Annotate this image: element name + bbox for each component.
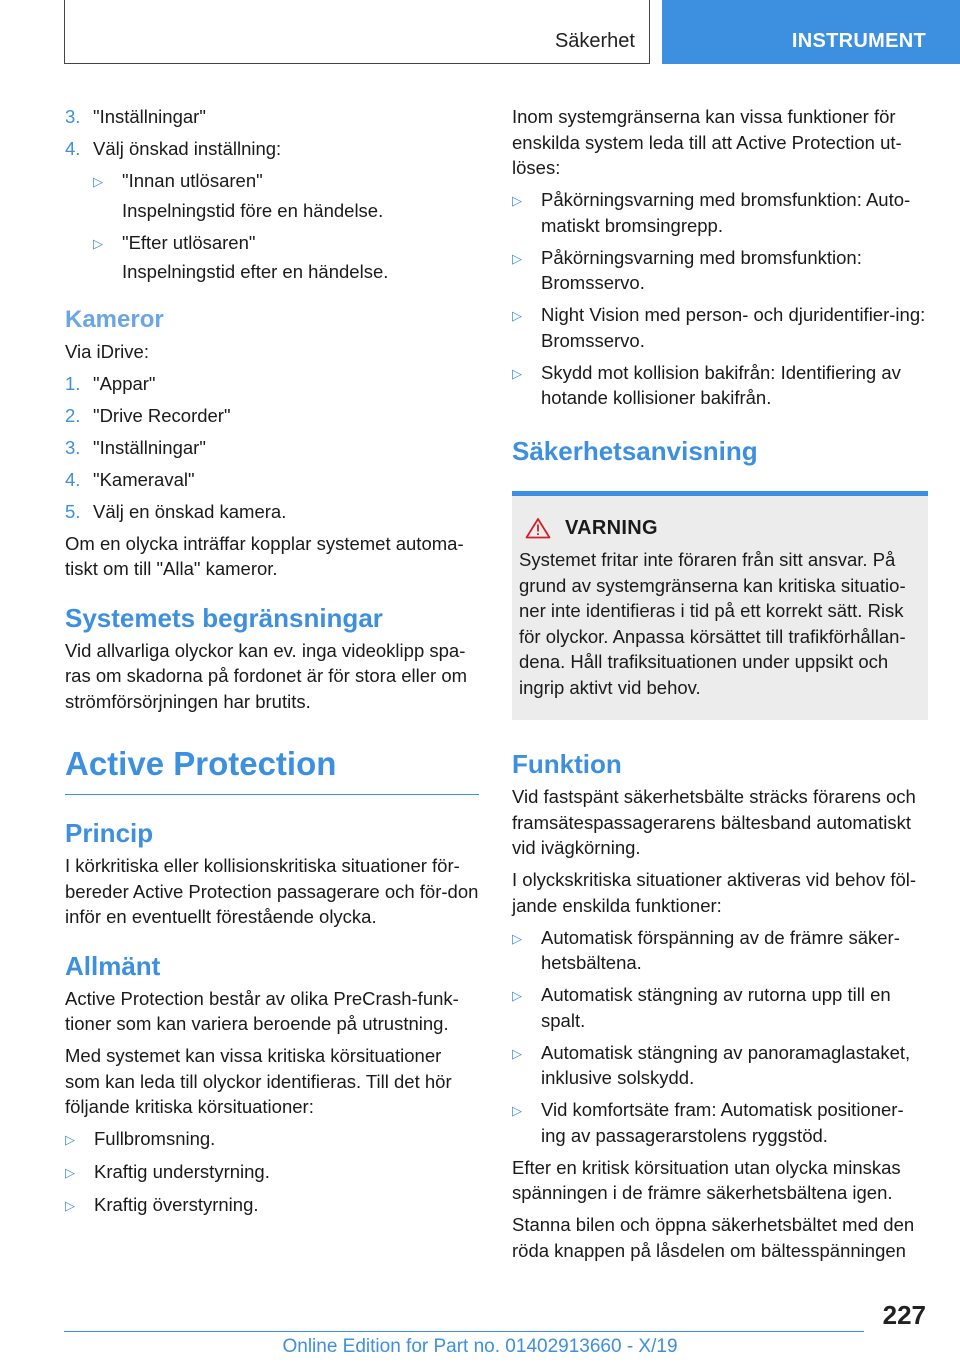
option-list [93,168,479,195]
step-text: "Inställningar" [93,436,206,458]
triangle-right-icon: ▷ [93,235,103,251]
header-chapter-title: INSTRUMENT [791,30,926,52]
funktion-paragraph: I olyckskritiska situationer aktiveras vid behov föl-jande enskilda funktioner: [512,869,917,916]
step-text: Välj önskad inställning: [93,138,282,159]
step-text: "Inställningar" [93,106,206,127]
right-column [512,104,928,1270]
numbered-step [65,467,479,493]
triangle-right-icon: ▷ [512,308,522,323]
trigger-text: Night Vision med person- och djuridentifier-ing: Bromsservo. [541,304,926,351]
heading-kameror: Kameror [65,305,164,333]
trigger-item [512,187,928,238]
trigger-item [512,245,928,296]
function-text: Automatisk förspänning av de främre säker-hetsbältena. [541,926,900,973]
numbered-step [65,435,479,461]
numbered-step [65,403,479,429]
allmant-paragraph: Med systemet kan vissa kritiska körsituationer som kan leda till olyckor identifieras. Till det hör följande kritiska körsituationer: [65,1045,452,1117]
step-number: 4. [65,138,81,159]
header-chapter-tab[interactable] [662,0,960,64]
page-number: 227 [882,1300,926,1330]
heading-sakerhetsanvisning: Säkerhetsanvisning [512,435,758,466]
option-title: "Innan utlösaren" [122,170,263,191]
step-text: "Appar" [93,372,156,394]
situation-text: Kraftig understyrning. [94,1161,270,1182]
function-text: Vid komfortsäte fram: Automatisk positioner-ing av passagerarstolens ryggstöd. [541,1099,904,1146]
heading-allmant: Allmänt [65,950,161,981]
function-item [512,1040,928,1091]
step-text: "Kameraval" [93,468,195,490]
function-item [512,925,928,976]
header-section-title: Säkerhet [554,30,635,52]
triangle-right-icon: ▷ [65,1132,75,1147]
option-description: Inspelningstid före en händelse. [122,199,384,221]
step-number: 3. [65,106,81,127]
step-text: Välj en önskad kamera. [93,500,287,522]
triangle-right-icon: ▷ [512,930,522,946]
option-description: Inspelningstid efter en händelse. [122,261,389,282]
funktion-paragraph: Vid fastspänt säkerhetsbälte sträcks förarens och framsätespassagerarens bältesband automatiskt vid ivägkörning. [512,786,916,858]
numbered-step [65,104,479,130]
option-title: "Efter utlösaren" [122,231,256,253]
triangle-right-icon: ▷ [512,250,522,266]
numbered-step [65,371,479,397]
situation-text: Fullbromsning. [94,1128,216,1149]
heading-systemets-begransningar: Systemets begränsningar [65,602,383,633]
footer-divider [64,1331,864,1332]
function-text: Automatisk stängning av rutorna upp till en spalt. [541,984,891,1031]
trigger-text: Skydd mot kollision bakifrån: Identifiering av hotande kollisioner bakifrån. [541,361,901,408]
step-number: 3. [65,436,81,458]
footer-edition-link[interactable]: Online Edition for Part no. 01402913660 - X/19 [282,1336,678,1357]
numbered-step [65,499,479,525]
triangle-right-icon: ▷ [512,1103,522,1118]
option-item [93,168,479,195]
triangle-right-icon: ▷ [93,174,103,189]
warning-header [519,516,920,542]
warning-label: VARNING [565,516,658,539]
warning-triangle-icon [525,517,551,539]
funktion-paragraph: Stanna bilen och öppna säkerhetsbältet med den röda knappen på låsdelen om bältesspänningen [512,1214,915,1261]
heading-funktion: Funktion [512,749,622,779]
option-item [93,230,479,257]
left-column [65,104,479,1225]
limits-text: Vid allvarliga olyckor kan ev. inga videoklipp spa-ras om skadorna på fordonet är för stora eller om strömförsörjningen har brutits. [65,639,468,712]
via-idrive: Via iDrive: [65,340,149,362]
situation-text: Kraftig överstyrning. [94,1194,259,1215]
triangle-right-icon: ▷ [65,1165,75,1180]
situation-item [65,1126,479,1153]
trigger-text: Påkörningsvarning med bromsfunktion: Auto-matiskt bromsingrepp. [541,189,911,236]
trigger-text: Påkörningsvarning med bromsfunktion: Bromsservo. [541,246,862,293]
kameror-note: Om en olycka inträffar kopplar systemet automa-tiskt om till "Alla" kameror. [65,532,464,579]
trigger-intro: Inom systemgränserna kan vissa funktioner för enskilda system leda till att Active Protection ut-löses: [512,106,902,178]
step-text: "Drive Recorder" [93,404,231,426]
numbered-step [65,136,479,162]
function-item [512,1097,928,1148]
triangle-right-icon: ▷ [512,1045,522,1061]
triangle-right-icon: ▷ [512,988,522,1003]
trigger-item [512,360,928,411]
heading-active-protection: Active Protection [65,744,479,795]
triangle-right-icon: ▷ [512,365,522,381]
warning-text: Systemet fritar inte föraren från sitt ansvar. På grund av systemgränserna kan kritiska situatio-ner inte identifieras i tid på ett korrekt sätt. Risk för olyckor. Anpassa körsättet till trafikförhållan-dena. Håll trafiksituationen under uppsikt och ingrip aktivt vid behov. [519,549,906,698]
heading-princip: Princip [65,818,154,848]
allmant-paragraph: Active Protection består av olika PreCrash-funk-tioner som kan variera beroende på utrustning. [65,987,459,1034]
option-list [93,230,479,257]
step-number: 4. [65,468,81,490]
step-number: 5. [65,500,81,522]
triangle-right-icon: ▷ [512,193,522,208]
situation-item [65,1159,479,1186]
header-section-box [64,0,650,64]
function-text: Automatisk stängning av panoramaglastaket, inklusive solskydd. [541,1041,911,1088]
warning-box [512,491,928,721]
function-item [512,982,928,1033]
situation-item [65,1192,479,1219]
trigger-item [512,302,928,353]
step-number: 2. [65,404,81,426]
step-number: 1. [65,372,81,394]
triangle-right-icon: ▷ [65,1198,75,1213]
princip-text: I körkritiska eller kollisionskritiska situationer för-bereder Active Protection passagerare och för-don inför en eventuellt förestående olycka. [65,855,479,927]
funktion-paragraph: Efter en kritisk körsituation utan olycka minskas spänningen i de främre säkerhetsbältena igen. [512,1156,901,1203]
